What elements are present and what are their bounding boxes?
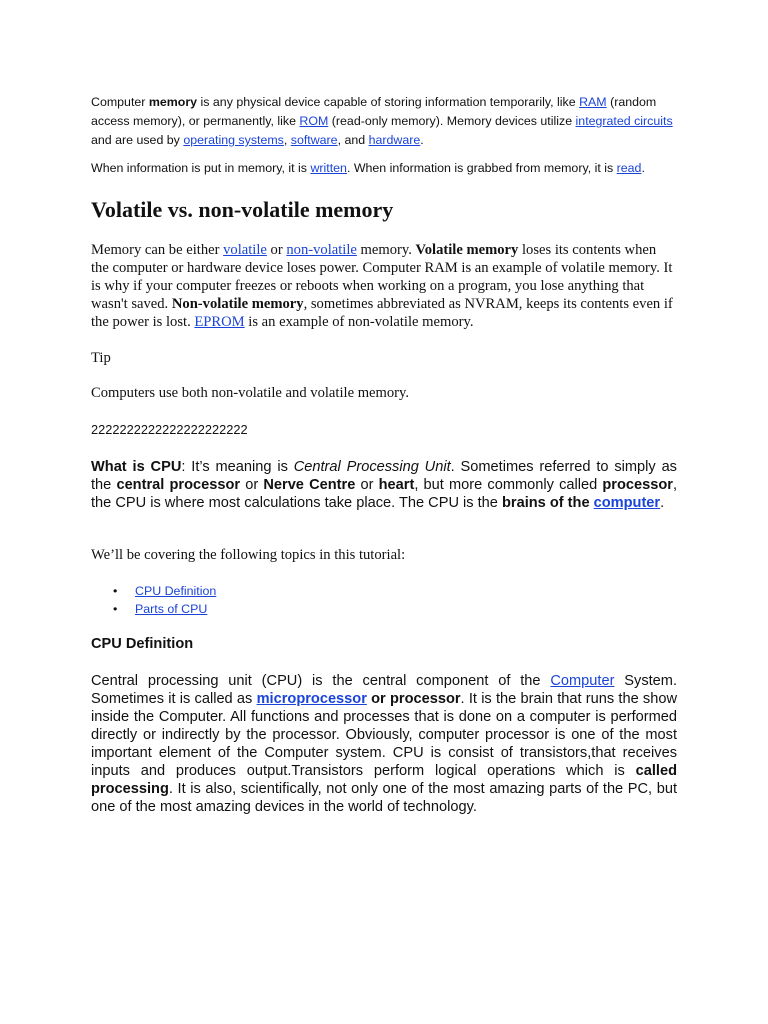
volatile-link[interactable]: volatile xyxy=(223,242,267,258)
ram-link[interactable]: RAM xyxy=(579,95,607,109)
text: loses its contents when the computer or hardware device loses power. Computer RAM is an example of volatile memory. It is why if your computer freezes or reboots when working on a program, you lose anything that wasn't saved. xyxy=(91,242,673,312)
non-volatile-link[interactable]: non-volatile xyxy=(286,242,357,258)
rom-link[interactable]: ROM xyxy=(299,114,329,128)
software-link[interactable]: software xyxy=(290,133,338,147)
text: . It is the brain that runs the show inside the Computer. All functions and processes that is done on a computer is performed directly or indirectly by the processor. Obviously, computer processor is one of the most important element of the Computer system. CPU is consist of transistors,that receives inputs and produces output.Transistors perform logical operations which is xyxy=(91,691,677,779)
eprom-link[interactable]: EPROM xyxy=(194,314,245,330)
bullet: • xyxy=(113,584,118,598)
text: , but more commonly called xyxy=(414,477,603,493)
processor-term: processor xyxy=(602,477,673,493)
text: and are used by xyxy=(91,133,184,147)
text: . Sometimes referred to simply as the xyxy=(91,459,677,493)
text: Computer xyxy=(91,95,149,109)
topic-link-parts-of-cpu[interactable]: Parts of CPU xyxy=(135,602,208,616)
text: or xyxy=(266,242,287,258)
text: Central processing unit (CPU) is the central component of the xyxy=(91,673,551,689)
what-is-cpu-term: What is CPU xyxy=(91,459,182,475)
read-link[interactable]: read xyxy=(616,161,642,175)
microprocessor-link[interactable]: microprocessor xyxy=(256,691,367,707)
operating-systems-link[interactable]: operating systems xyxy=(183,133,284,147)
heart-term: heart xyxy=(378,477,415,493)
topic-link-cpu-definition[interactable]: CPU Definition xyxy=(135,584,217,598)
volatile-heading: Volatile vs. non-volatile memory xyxy=(91,197,394,222)
text: When information is put in memory, it is xyxy=(91,161,311,175)
topics-list xyxy=(91,582,216,618)
text: . It is also, scientifically, not only one of the most amazing parts of the PC, but one of the most amazing devices in the world of technology. xyxy=(91,781,677,815)
text: , and xyxy=(337,133,369,147)
nerve-centre-term: Nerve Centre xyxy=(263,477,356,493)
covering-text: We’ll be covering the following topics in this tutorial: xyxy=(91,547,406,563)
computer-link[interactable]: computer xyxy=(593,495,661,511)
text: : It’s meaning is xyxy=(181,459,294,475)
or-processor-term: or processor xyxy=(371,691,461,707)
text: is an example of non-volatile memory. xyxy=(244,314,474,330)
read-write-paragraph xyxy=(91,159,645,178)
text: . When information is grabbed from memory, it is xyxy=(346,161,617,175)
tip-text: Computers use both non-volatile and volatile memory. xyxy=(91,385,410,401)
text: . xyxy=(660,495,665,511)
text: (read-only memory). Memory devices utilize xyxy=(328,114,576,128)
called-processing-term: called processing xyxy=(91,763,677,797)
text: System. Sometimes it is called as xyxy=(91,673,678,707)
text: . xyxy=(641,161,645,175)
text: , sometimes abbreviated as NVRAM, keeps its contents even if the power is lost. xyxy=(91,296,673,330)
text: . xyxy=(420,133,424,147)
cpu-full-name: Central Processing Unit xyxy=(293,459,451,475)
central-processor-term: central processor xyxy=(116,477,241,493)
text: (random access memory), or permanently, like xyxy=(91,95,657,128)
written-link[interactable]: written xyxy=(310,161,347,175)
text: or xyxy=(240,477,264,493)
text: , the CPU is where most calculations take place. The CPU is the xyxy=(91,477,678,511)
cpu-definition-heading: CPU Definition xyxy=(91,636,194,652)
integrated-circuits-link[interactable]: integrated circuits xyxy=(575,114,673,128)
non-volatile-memory-term: Non-volatile memory xyxy=(171,296,304,312)
hardware-link[interactable]: hardware xyxy=(368,133,421,147)
text: is any physical device capable of storing information temporarily, like xyxy=(197,95,580,109)
what-is-cpu-paragraph xyxy=(91,458,677,512)
intro-paragraph xyxy=(91,93,677,150)
text: Memory can be either xyxy=(91,242,224,258)
volatile-paragraph xyxy=(91,241,677,331)
list-item xyxy=(91,582,216,600)
text: , xyxy=(283,133,291,147)
bullet: • xyxy=(113,602,118,616)
text: memory. xyxy=(356,242,416,258)
text: or xyxy=(355,477,379,493)
cpu-definition-paragraph xyxy=(91,672,677,816)
memory-term: memory xyxy=(148,95,198,109)
computer-link[interactable]: Computer xyxy=(550,673,615,689)
separator-text: 2222222222222222222222 xyxy=(91,422,248,437)
tip-label: Tip xyxy=(91,350,111,366)
brains-term: brains of the xyxy=(501,495,594,511)
volatile-memory-term: Volatile memory xyxy=(415,242,519,258)
list-item xyxy=(91,600,216,618)
